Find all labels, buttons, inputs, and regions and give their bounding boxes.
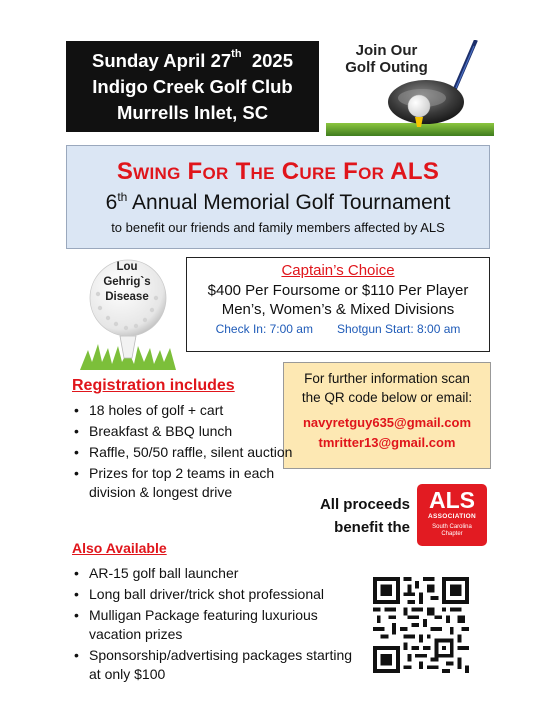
list-item: • Breakfast & BBQ lunch bbox=[72, 422, 294, 441]
event-purpose: to benefit our friends and family members affected by ALS bbox=[111, 220, 445, 235]
event-title: Swing For The Cure For ALS bbox=[116, 158, 440, 185]
also-available-list bbox=[72, 564, 362, 686]
pricing: $400 Per Foursome or $110 Per Player bbox=[207, 282, 469, 299]
title-banner bbox=[66, 145, 490, 249]
list-item: • 18 holes of golf + cart bbox=[72, 401, 294, 420]
list-item: • Raffle, 50/50 raffle, silent auction bbox=[72, 443, 294, 462]
event-subtitle: 6th Annual Memorial Golf Tournament bbox=[105, 190, 451, 214]
proceeds-text: All proceeds benefit the bbox=[319, 496, 410, 536]
list-item: • Mulligan Package featuring luxurious vacation prizes bbox=[72, 606, 362, 644]
list-item: • Long ball driver/trick shot professional bbox=[72, 585, 362, 604]
list-item: • Sponsorship/advertising packages starting at only $100 bbox=[72, 646, 362, 684]
registration-list bbox=[72, 401, 294, 504]
event-location: Murrells Inlet, SC bbox=[116, 102, 269, 123]
shotgun-start-time: Shotgun Start: 8:00 am bbox=[336, 322, 461, 336]
also-available-heading: Also Available bbox=[72, 540, 167, 556]
contact-box bbox=[283, 362, 491, 469]
list-item: • AR-15 golf ball launcher bbox=[72, 564, 362, 583]
lou-gehrig-label: Lou Gehrig`s Disease bbox=[103, 261, 151, 303]
email-link-2[interactable]: tmritter13@gmail.com bbox=[318, 435, 456, 450]
registration-heading: Registration includes bbox=[72, 377, 235, 394]
divisions: Men’s, Women’s & Mixed Divisions bbox=[221, 301, 455, 318]
qr-code-icon[interactable] bbox=[373, 577, 469, 673]
event-venue: Indigo Creek Golf Club bbox=[92, 76, 293, 97]
golf-outing-graphic bbox=[326, 40, 494, 136]
checkin-time: Check In: 7:00 am bbox=[215, 322, 313, 336]
format-box bbox=[186, 257, 490, 352]
schedule bbox=[187, 322, 489, 336]
format-title: Captain’s Choice bbox=[281, 262, 395, 279]
contact-instructions: For further information scan the QR code below or email: bbox=[301, 371, 473, 405]
join-outing-text: Join Our Golf Outing bbox=[345, 42, 428, 76]
als-association-logo: ALS ASSOCIATION South Carolina Chapter bbox=[417, 484, 487, 546]
event-date-box bbox=[66, 41, 319, 132]
event-date: Sunday April 27th 2025 bbox=[92, 48, 293, 71]
email-link-1[interactable]: navyretguy635@gmail.com bbox=[302, 415, 472, 430]
list-item: • Prizes for top 2 teams in each division & longest drive bbox=[72, 464, 294, 502]
